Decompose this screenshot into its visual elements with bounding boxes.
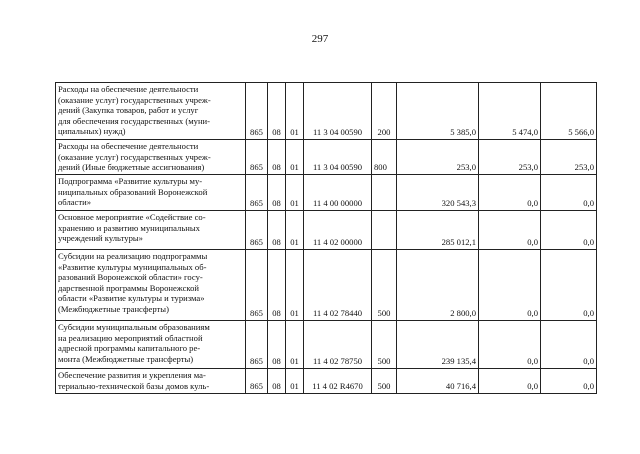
- cell-subsection: 01: [286, 83, 304, 140]
- cell-target: 11 4 02 78750: [304, 321, 372, 369]
- cell-sum3: 0,0: [541, 211, 597, 250]
- cell-vr: [372, 175, 397, 211]
- cell-section: 08: [268, 250, 286, 321]
- budget-table: [55, 82, 597, 394]
- table-row: [56, 140, 597, 175]
- cell-sum2: 5 474,0: [479, 83, 541, 140]
- page-number: 297: [311, 33, 329, 45]
- cell-target: 11 3 04 00590: [304, 140, 372, 175]
- cell-ministry: 865: [246, 321, 268, 369]
- cell-sum2: 0,0: [479, 250, 541, 321]
- table-row: [56, 321, 597, 369]
- cell-target: 11 4 00 00000: [304, 175, 372, 211]
- cell-sum3: 253,0: [541, 140, 597, 175]
- cell-section: 08: [268, 140, 286, 175]
- cell-sum1: 239 135,4: [397, 321, 479, 369]
- cell-section: 08: [268, 83, 286, 140]
- table-row: [56, 175, 597, 211]
- row-name: Субсидии на реализацию подпрограммы «Развитие культуры муниципальных об- разований Воронежской области» госу- дарственной программы Воронежской области «Развитие культуры и туризма» (Межбюджетные трансферты): [56, 250, 246, 321]
- cell-vr: 200: [372, 83, 397, 140]
- cell-vr: 500: [372, 369, 397, 394]
- cell-section: 08: [268, 321, 286, 369]
- row-name: Субсидии муниципальным образованиям на реализацию мероприятий областной адресной программы капитального ре- монта (Межбюджетные трансферты): [56, 321, 246, 369]
- cell-subsection: 01: [286, 175, 304, 211]
- cell-sum3: 0,0: [541, 321, 597, 369]
- table-row: [56, 211, 597, 250]
- cell-ministry: 865: [246, 369, 268, 394]
- cell-ministry: 865: [246, 250, 268, 321]
- cell-ministry: 865: [246, 140, 268, 175]
- cell-sum2: 0,0: [479, 211, 541, 250]
- cell-sum3: 0,0: [541, 369, 597, 394]
- row-name: Подпрограмма «Развитие культуры му- ниципальных образований Воронежской области»: [56, 175, 246, 211]
- cell-vr: 800: [372, 140, 397, 175]
- cell-sum3: 0,0: [541, 175, 597, 211]
- cell-sum2: 0,0: [479, 369, 541, 394]
- cell-ministry: 865: [246, 175, 268, 211]
- cell-target: 11 4 02 78440: [304, 250, 372, 321]
- cell-target: 11 4 02 00000: [304, 211, 372, 250]
- cell-sum3: 0,0: [541, 250, 597, 321]
- cell-vr: 500: [372, 250, 397, 321]
- cell-ministry: 865: [246, 83, 268, 140]
- cell-sum1: 253,0: [397, 140, 479, 175]
- cell-sum2: 253,0: [479, 140, 541, 175]
- cell-sum2: 0,0: [479, 175, 541, 211]
- cell-sum1: 40 716,4: [397, 369, 479, 394]
- cell-sum1: 285 012,1: [397, 211, 479, 250]
- row-name: Расходы на обеспечение деятельности (оказание услуг) государственных учреж- дений (Закупка товаров, работ и услуг для обеспечения государственных (муни- ципальных) нужд): [56, 83, 246, 140]
- row-name: Основное мероприятие «Содействие со- хранению и развитию муниципальных учреждений культуры»: [56, 211, 246, 250]
- cell-section: 08: [268, 175, 286, 211]
- cell-vr: [372, 211, 397, 250]
- cell-sum2: 0,0: [479, 321, 541, 369]
- cell-sum1: 2 800,0: [397, 250, 479, 321]
- table-row: [56, 83, 597, 140]
- cell-ministry: 865: [246, 211, 268, 250]
- row-name: Расходы на обеспечение деятельности (оказание услуг) государственных учреж- дений (Иные бюджетные ассигнования): [56, 140, 246, 175]
- cell-sum3: 5 566,0: [541, 83, 597, 140]
- cell-sum1: 320 543,3: [397, 175, 479, 211]
- cell-vr: 500: [372, 321, 397, 369]
- row-name: Обеспечение развития и укрепления ма- териально-технической базы домов куль-: [56, 369, 246, 394]
- cell-subsection: 01: [286, 140, 304, 175]
- cell-subsection: 01: [286, 250, 304, 321]
- cell-target: 11 3 04 00590: [304, 83, 372, 140]
- cell-section: 08: [268, 369, 286, 394]
- cell-subsection: 01: [286, 211, 304, 250]
- table-row: [56, 369, 597, 394]
- cell-subsection: 01: [286, 369, 304, 394]
- cell-section: 08: [268, 211, 286, 250]
- table-row: [56, 250, 597, 321]
- cell-subsection: 01: [286, 321, 304, 369]
- cell-target: 11 4 02 R4670: [304, 369, 372, 394]
- cell-sum1: 5 385,0: [397, 83, 479, 140]
